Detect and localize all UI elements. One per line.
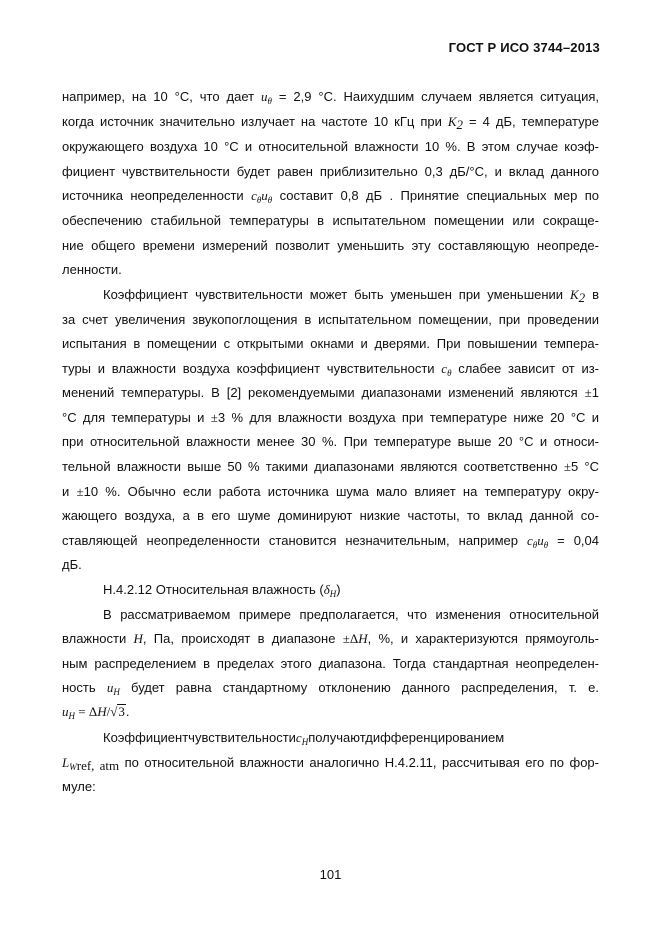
text-line: ность $u_H$ будет равна стандартному отклонению данного распределения, т. е. [62,680,599,697]
formula-line: $u_H = \Delta H/√3$. [62,704,130,721]
math-pm: ± [584,385,592,400]
page-number: 101 [319,867,342,882]
math-k2: $K_2$ [447,114,464,132]
math-sqrt-3: 3 [118,704,125,719]
text-line: Коэффициентчувствительностиc$_H$получаютдифференцированием [103,730,505,747]
text-line: например, на 10 °С, что дает $u_\theta = 2,9$ °С. Наихудшим случаем является ситуация, [62,89,599,106]
text-line: тельной влажности выше 50 % такими диапазонами являются соответственно ±5 °С [62,459,599,474]
text-line: дБ. [62,557,82,572]
text-line: при относительной влажности менее 30 %. При температуре выше 20 °С и относи- [62,434,599,449]
math-c-h: $c_H$ [295,730,309,747]
math-lw-ref-atm: $L_{Wref, atm}$ [62,755,120,773]
math-pm: ± [563,459,571,474]
text-line: жающего воздуха, а в его шуме доминируют низкие частоты, то вклад данной со- [62,508,599,523]
text-line: ленности. [62,262,122,277]
text-line: ставляющей неопределенности становится незначительным, например $c_\theta u_\theta = 0,04$ [62,533,599,550]
math-u-h-formula: $u_H$ [62,704,75,721]
text-line: ние общего времени измерений позволит уменьшить эту составляющую неопреде- [62,238,599,253]
text-line: фициент чувствительности будет равен приблизительно 0,3 дБ/°С, и вклад данного [62,164,599,179]
text-line: окружающего воздуха 10 °С и относительной влажности 10 %. В этом случае коэф- [62,139,599,154]
math-h: H [133,631,143,646]
text-line: источника неопределенности $c_\theta u_\theta$ составит 0,8 дБ . Принятие специальных мер по [62,188,599,205]
text-line: и ±10 %. Обычно если работа источника шума мало влияет на температуру окру- [62,484,599,499]
math-k2: $K_2$ [570,287,586,305]
math-pm: ± [210,410,218,425]
math-c-theta-u-theta: $c_\theta u_\theta$ [526,533,549,550]
text-line: ным распределением в пределах этого диапазона. Тогда стандартная неопределен- [62,656,599,671]
math-c-theta: $c_\theta$ [441,361,452,378]
math-pm: ± [76,484,84,499]
document-header: ГОСТ Р ИСО 3744–2013 [448,40,600,55]
math-delta-h: $\delta_H$ [323,582,337,599]
text-line: менений температуры. В [2] рекомендуемыми диапазонами изменений являются ±1 [62,385,599,400]
text-line: Коэффициент чувствительности может быть уменьшен при уменьшении $K_2$ в [103,287,599,305]
text-line: °С для температуры и ±3 % для влажности воздуха при температуре ниже 20 °С и [62,410,599,425]
text-line: обеспечению стабильной температуры в испытательном помещении или сокраще- [62,213,599,228]
text-line: $L_{Wref, atm}$ по относительной влажности аналогично Н.4.2.11, рассчитывая его по фор- [62,755,599,773]
math-u-theta: $u_\theta$ [261,89,272,106]
math-pm-delta-h: ±ΔH [342,631,368,646]
text-line: муле: [62,779,96,794]
text-line: влажности H, Па, происходят в диапазоне ±ΔH, %, и характеризуются прямоуголь- [62,631,599,646]
text-line: когда источник значительно излучает на частоте 10 кГц при $K_2 = 4$ дБ, температуре [62,114,599,132]
section-heading: Н.4.2.12 Относительная влажность $(\delta_H)$ [103,582,341,599]
text-line: за счет увеличения звукопоглощения в испытательном помещении, при проведении [62,312,599,327]
math-u-h: $u_H$ [106,680,120,697]
text-line: В рассматриваемом примере предполагается, что изменения относительной [103,607,599,622]
text-line: туры и влажности воздуха коэффициент чувствительности $c_\theta$ слабее зависит от из- [62,361,600,378]
math-c-theta-u-theta: $c_\theta u_\theta$ [251,188,273,205]
text-line: испытания в помещении с открытыми окнами и дверями. При повышении темпера- [62,336,599,351]
